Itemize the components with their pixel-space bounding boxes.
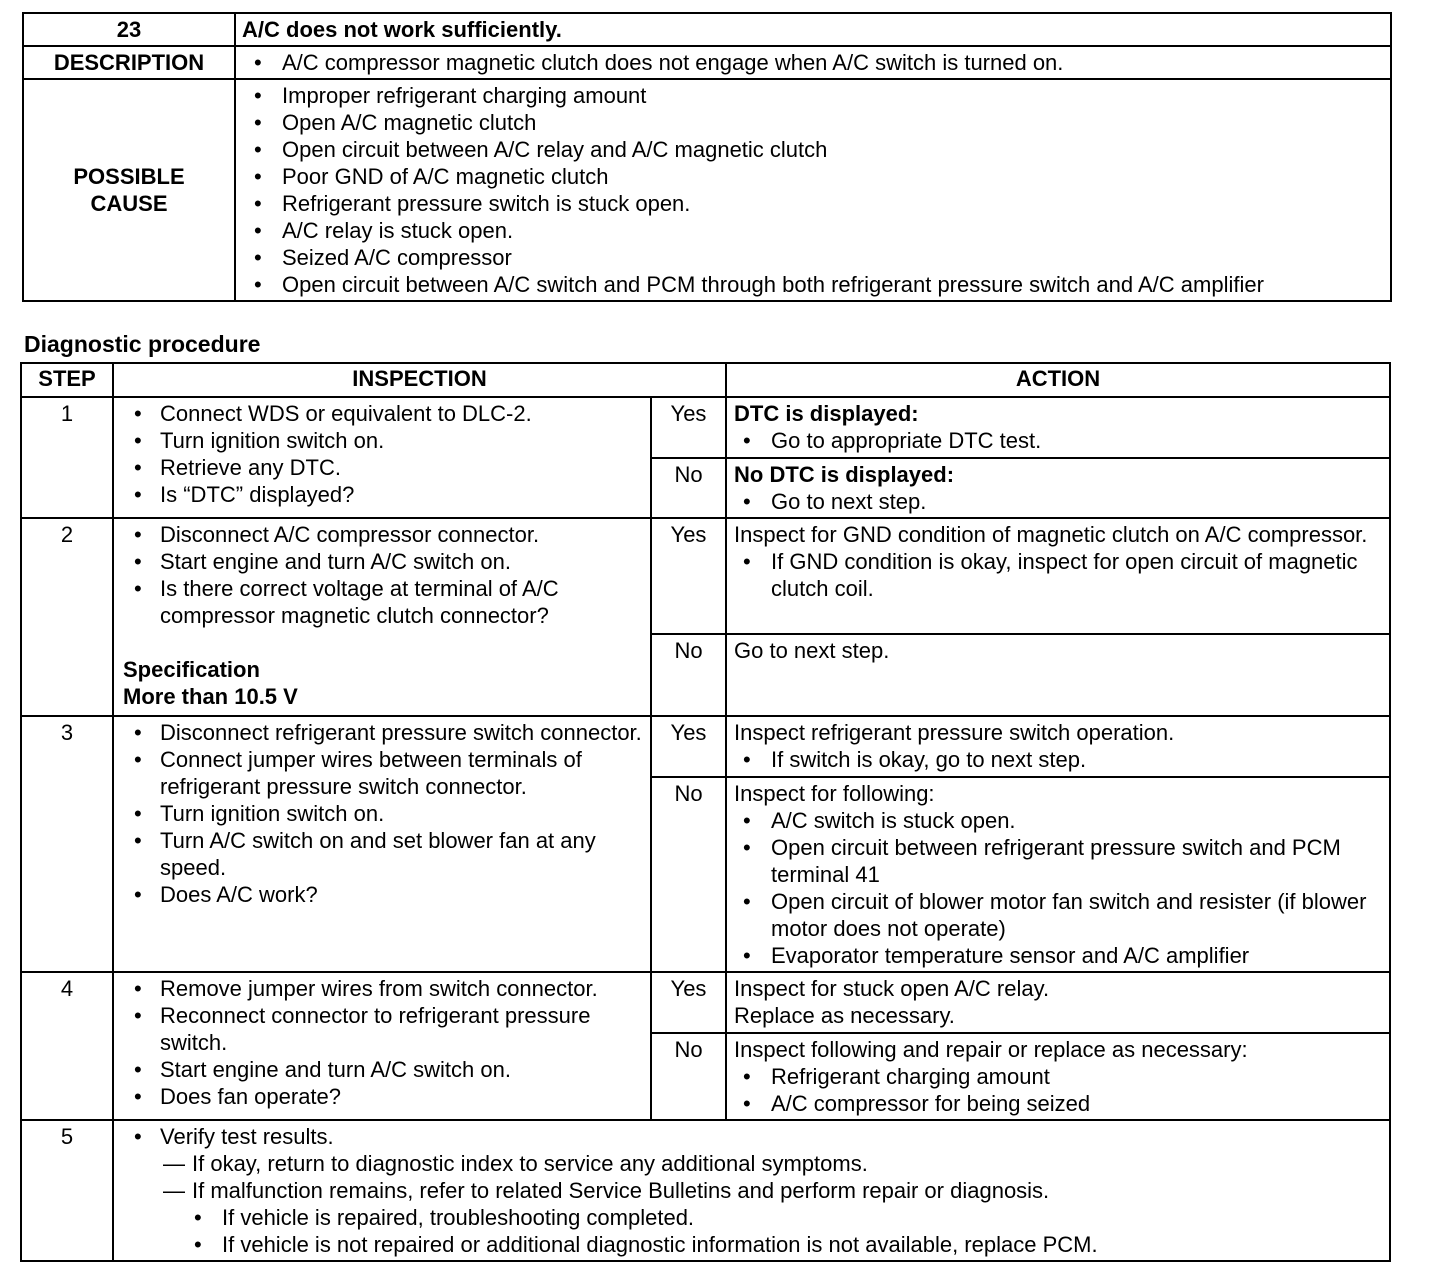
inspection-item: • Connect WDS or equivalent to DLC-2. [120,400,644,427]
step-2-no-action [726,634,1390,716]
step-2-yes-row [21,518,1390,634]
action-text: Inspect for GND condition of magnetic clutch on A/C compressor. [734,522,1368,547]
action-list [733,427,1383,454]
diagnostic-table [20,362,1391,1262]
step-2-yes-action [726,518,1390,634]
inspection-list [120,1123,1383,1150]
step-number: 1 [21,397,113,518]
no-label: No [651,634,726,716]
header-step: STEP [21,363,113,397]
step-number: 5 [21,1120,113,1261]
step-5-row [21,1120,1390,1261]
yes-label: Yes [651,716,726,777]
dash-marker: — [163,1151,185,1176]
action-heading: DTC is displayed: [734,401,919,426]
action-item: • Open circuit between refrigerant pressure switch and PCM terminal 41 [733,834,1383,888]
step-4-yes-action [726,972,1390,1033]
cause-item: • Refrigerant pressure switch is stuck open. [242,190,1384,217]
possible-cause-label-line2: CAUSE [90,191,168,216]
cause-item: • Open circuit between A/C relay and A/C magnetic clutch [242,136,1384,163]
cause-item: • Poor GND of A/C magnetic clutch [242,163,1384,190]
action-item: • Go to appropriate DTC test. [733,427,1383,454]
result-okay-text: If okay, return to diagnostic index to service any additional symptoms. [192,1151,868,1176]
diagnostic-procedure-heading: Diagnostic procedure [24,331,261,357]
no-label: No [651,1033,726,1120]
action-text: Go to next step. [734,638,890,663]
result-malfunction-line [120,1177,1383,1204]
header-action: ACTION [726,363,1390,397]
inspection-item: • Turn ignition switch on. [120,427,644,454]
action-item: • Go to next step. [733,488,1383,515]
action-heading: No DTC is displayed: [734,462,955,487]
cause-item: • Open A/C magnetic clutch [242,109,1384,136]
action-text: Inspect for stuck open A/C relay. [734,976,1050,1001]
action-item: • If GND condition is okay, inspect for open circuit of magnetic clutch coil. [733,548,1383,602]
inspection-list [120,400,644,508]
inspection-item: • Turn ignition switch on. [120,800,644,827]
action-item: • Open circuit of blower motor fan switch and resister (if blower motor does not operate) [733,888,1383,942]
action-text: Inspect for following: [734,781,935,806]
action-list [733,1063,1383,1117]
result-sub-list [120,1204,1383,1258]
inspection-item: • Reconnect connector to refrigerant pressure switch. [120,1002,644,1056]
inspection-item: • Connect jumper wires between terminals of refrigerant pressure switch connector. [120,746,644,800]
inspection-item: • Start engine and turn A/C switch on. [120,1056,644,1083]
result-sub-item: • If vehicle is not repaired or additional diagnostic information is not available, replace PCM. [120,1231,1383,1258]
step-4-yes-row [21,972,1390,1033]
step-1-yes-row [21,397,1390,458]
inspection-item: • Does fan operate? [120,1083,644,1110]
action-text: Inspect following and repair or replace as necessary: [734,1037,1248,1062]
step-3-inspection [113,716,651,972]
cause-item: • Open circuit between A/C switch and PCM through both refrigerant pressure switch and A/C amplifier [242,271,1384,298]
cause-item: • Improper refrigerant charging amount [242,82,1384,109]
action-item: • A/C compressor for being seized [733,1090,1383,1117]
action-item: • Refrigerant charging amount [733,1063,1383,1090]
step-number: 2 [21,518,113,716]
step-4-no-action [726,1033,1390,1120]
inspection-item: • Start engine and turn A/C switch on. [120,548,644,575]
step-2-inspection [113,518,651,716]
symptom-title: A/C does not work sufficiently. [235,13,1391,46]
action-item: • Evaporator temperature sensor and A/C amplifier [733,942,1383,969]
symptom-title-row [23,13,1391,46]
action-text: Replace as necessary. [734,1003,955,1028]
action-item: • If switch is okay, go to next step. [733,746,1383,773]
action-text: Inspect refrigerant pressure switch operation. [734,720,1175,745]
specification-block [123,656,644,710]
action-list [733,488,1383,515]
symptom-table [22,12,1392,302]
description-cell [235,46,1391,79]
header-inspection: INSPECTION [113,363,726,397]
inspection-list [120,975,644,1110]
yes-label: Yes [651,972,726,1033]
yes-label: Yes [651,518,726,634]
step-3-yes-action [726,716,1390,777]
possible-cause-cell [235,79,1391,301]
inspection-list [120,719,644,908]
inspection-item: • Verify test results. [120,1123,1383,1150]
inspection-item: • Remove jumper wires from switch connector. [120,975,644,1002]
dash-marker: — [163,1178,185,1203]
step-1-no-action [726,458,1390,518]
yes-label: Yes [651,397,726,458]
description-item: • A/C compressor magnetic clutch does not engage when A/C switch is turned on. [242,49,1384,76]
step-number: 4 [21,972,113,1120]
cause-item: • A/C relay is stuck open. [242,217,1384,244]
cause-item: • Seized A/C compressor [242,244,1384,271]
step-4-inspection [113,972,651,1120]
step-3-yes-row [21,716,1390,777]
inspection-item: • Turn A/C switch on and set blower fan at any speed. [120,827,644,881]
specification-label: Specification [123,657,260,682]
diagnostic-header-row [21,363,1390,397]
inspection-item: • Is “DTC” displayed? [120,481,644,508]
description-row [23,46,1391,79]
action-list [733,548,1383,602]
step-5-content [113,1120,1390,1261]
inspection-item: • Does A/C work? [120,881,644,908]
possible-cause-row [23,79,1391,301]
action-item: • A/C switch is stuck open. [733,807,1383,834]
description-label: DESCRIPTION [23,46,235,79]
step-1-inspection [113,397,651,518]
result-okay-line [120,1150,1383,1177]
possible-cause-label-line1: POSSIBLE [73,164,185,189]
inspection-item: • Disconnect refrigerant pressure switch connector. [120,719,644,746]
action-list [733,746,1383,773]
possible-cause-label [23,79,235,301]
action-list [733,807,1383,969]
possible-cause-list [242,82,1384,298]
inspection-item: • Disconnect A/C compressor connector. [120,521,644,548]
no-label: No [651,777,726,972]
step-1-yes-action [726,397,1390,458]
step-3-no-action [726,777,1390,972]
inspection-item: • Retrieve any DTC. [120,454,644,481]
specification-value: More than 10.5 V [123,684,298,709]
description-list [242,49,1384,76]
result-sub-item: • If vehicle is repaired, troubleshooting completed. [120,1204,1383,1231]
result-malfunction-text: If malfunction remains, refer to related Service Bulletins and perform repair or diagnosis. [192,1178,1050,1203]
step-number: 3 [21,716,113,972]
no-label: No [651,458,726,518]
inspection-item: • Is there correct voltage at terminal of A/C compressor magnetic clutch connector? [120,575,644,629]
inspection-list [120,521,644,629]
symptom-number: 23 [23,13,235,46]
